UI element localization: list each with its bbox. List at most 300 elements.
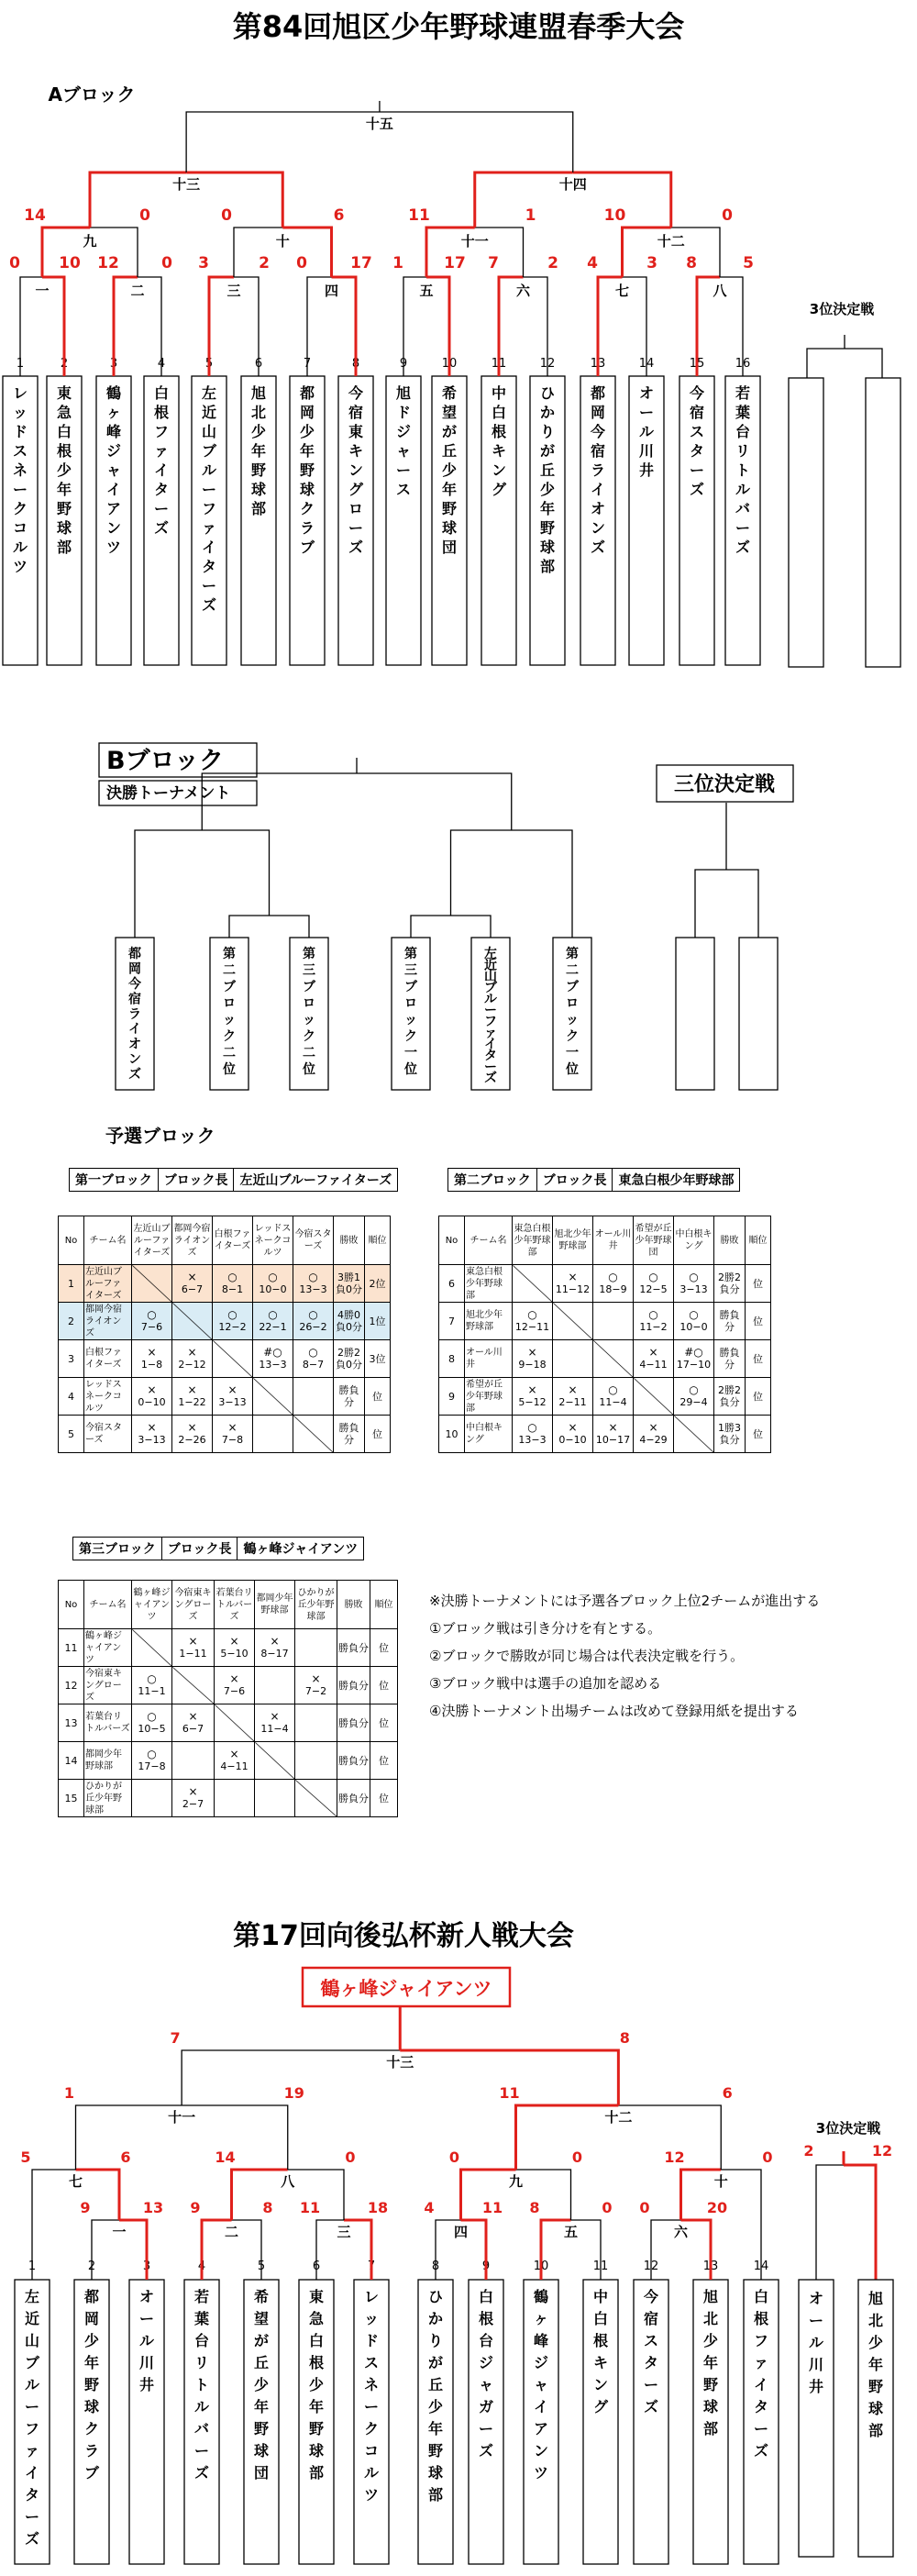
game-number: 五 — [563, 2224, 579, 2240]
diagonal-cell — [553, 1303, 593, 1340]
result-mark: × — [568, 1271, 578, 1283]
result-cell — [295, 1704, 337, 1742]
team-name: 若葉台リトルバーズ — [735, 384, 751, 556]
score: 3 — [198, 254, 209, 272]
col-team: チーム名 — [465, 1216, 513, 1265]
row-rank: 位 — [370, 1704, 398, 1742]
table-row — [59, 1340, 391, 1378]
team-name: レッドスネークコルツ — [363, 2288, 380, 2504]
col-wl: 勝敗 — [337, 1581, 370, 1629]
team-name: 東急白根少年野球部 — [308, 2288, 325, 2482]
row-team: ひかりが丘少年野球部 — [84, 1780, 132, 1817]
prelim-block3-header — [72, 1537, 364, 1560]
note-line: ②ブロックで勝敗が同じ場合は代表決定戦を行う。 — [429, 1648, 745, 1664]
score: 1 — [525, 206, 536, 225]
result-cell — [213, 1303, 253, 1340]
result-cell — [553, 1416, 593, 1453]
result-cell — [132, 1780, 172, 1817]
team-name: 若葉台リトルバーズ — [193, 2288, 210, 2482]
team-name: オール川井 — [638, 384, 655, 479]
game-number: 一 — [112, 2224, 127, 2240]
row-team: 鶴ヶ峰ジャイアンツ — [84, 1629, 132, 1667]
result-score: 2−11 — [558, 1396, 587, 1408]
result-score: 7−2 — [304, 1685, 327, 1697]
row-no: 5 — [59, 1416, 84, 1453]
block-b-label: Bブロック — [106, 747, 225, 775]
result-mark: × — [229, 1672, 239, 1685]
team-name: 希望が丘少年野球団 — [441, 384, 458, 556]
team-name: 都岡少年野球クラブ — [83, 2288, 100, 2482]
result-cell — [132, 1667, 172, 1704]
result-score: 6−7 — [181, 1283, 204, 1295]
slot-box — [739, 938, 778, 1090]
champion-name: 鶴ヶ峰ジャイアンツ — [320, 1978, 492, 2000]
col-team: チーム名 — [84, 1216, 132, 1265]
winner-line — [186, 172, 282, 228]
row-rank: 3位 — [365, 1340, 391, 1378]
score: 18 — [367, 2199, 389, 2216]
table-row — [59, 1704, 398, 1742]
result-mark: × — [527, 1346, 537, 1359]
result-score: 11−2 — [639, 1321, 668, 1333]
bracket-line — [807, 349, 882, 378]
row-no: 1 — [59, 1265, 84, 1303]
notes — [429, 1587, 820, 1725]
score: 1 — [63, 2084, 75, 2102]
result-cell — [634, 1340, 674, 1378]
team-name: 中白根キング — [491, 384, 507, 498]
score: 11 — [408, 206, 430, 225]
result-cell — [253, 1265, 293, 1303]
bracket-line — [816, 2165, 844, 2280]
slot-name: 第三ブロック二位 — [303, 947, 315, 1077]
result-mark: × — [187, 1271, 197, 1283]
team-number: 9 — [399, 357, 408, 371]
slot-name: 都岡今宿ライオンズ — [128, 947, 141, 1083]
result-cell — [132, 1416, 172, 1453]
bracket-line — [451, 830, 573, 938]
result-score: 10−17 — [595, 1434, 631, 1446]
col-opponent: 旭北少年野球部 — [553, 1216, 593, 1265]
diagonal-cell — [674, 1416, 714, 1453]
diagonal-cell — [295, 1780, 337, 1817]
slot-box — [676, 938, 714, 1090]
score: 11 — [481, 2199, 503, 2216]
col-opponent: 左近山ブルーファイターズ — [132, 1216, 172, 1265]
result-cell — [295, 1667, 337, 1704]
score: 0 — [722, 206, 733, 225]
team-name: 今宿スターズ — [689, 384, 705, 498]
result-mark: × — [229, 1748, 239, 1760]
score: 0 — [139, 206, 150, 225]
result-score: 4−11 — [639, 1359, 668, 1371]
result-score: 8−1 — [221, 1283, 244, 1295]
bracket-line — [411, 916, 491, 938]
block-name: 第一ブロック — [75, 1173, 152, 1188]
note-line: ①ブロック戦は引き分けを有とする。 — [429, 1620, 662, 1637]
tournament-title: 第84回旭区少年野球連盟春季大会 — [232, 9, 685, 44]
result-cell — [253, 1340, 293, 1378]
block-b-sublabel: 決勝トーナメント — [106, 784, 231, 803]
diagonal-cell — [132, 1629, 172, 1667]
team-number: 1 — [28, 2260, 37, 2273]
result-cell — [213, 1416, 253, 1453]
team-name: 白根ファイターズ — [153, 384, 170, 537]
result-score: 17−8 — [138, 1760, 166, 1772]
table-row — [439, 1265, 771, 1303]
result-mark: ○ — [147, 1710, 157, 1723]
table-row — [59, 1780, 398, 1817]
col-no: No — [59, 1581, 84, 1629]
result-mark: ○ — [689, 1308, 699, 1321]
team-number: 7 — [367, 2260, 376, 2273]
diagonal-cell — [634, 1378, 674, 1416]
team-number: 6 — [254, 357, 263, 371]
score: 5 — [743, 254, 754, 272]
score: 5 — [20, 2149, 31, 2166]
col-opponent: 白根ファイターズ — [213, 1216, 253, 1265]
winner-line — [844, 2165, 876, 2280]
result-score: 18−9 — [599, 1283, 627, 1295]
result-mark: × — [648, 1421, 658, 1434]
result-score: 2−12 — [178, 1359, 206, 1371]
result-mark: × — [227, 1421, 238, 1434]
row-team: 希望が丘少年野球部 — [465, 1378, 513, 1416]
result-score: 7−6 — [140, 1321, 163, 1333]
table-row — [59, 1265, 391, 1303]
result-cell — [293, 1265, 334, 1303]
slot-name: 第二ブロック二位 — [223, 947, 236, 1077]
team-number: 13 — [590, 357, 606, 371]
result-score: 3−13 — [138, 1434, 166, 1446]
row-wl: 勝負分 — [337, 1704, 370, 1742]
result-mark: #○ — [684, 1346, 703, 1359]
block-a-label: Aブロック — [48, 83, 136, 105]
team-name: ひかりが丘少年野球部 — [539, 384, 556, 575]
score: 0 — [571, 2149, 583, 2166]
score: 10 — [59, 254, 81, 272]
col-opponent: 中白根キング — [674, 1216, 714, 1265]
third-place-label: 3位決定戦 — [809, 301, 875, 317]
game-number: 三 — [226, 283, 241, 299]
result-cell — [553, 1378, 593, 1416]
game-number: 三 — [337, 2224, 351, 2240]
result-cell — [674, 1303, 714, 1340]
col-rank: 順位 — [746, 1216, 771, 1265]
table-row — [439, 1303, 771, 1340]
col-opponent: 都岡今宿ライオンズ — [172, 1216, 213, 1265]
team-number: 16 — [735, 357, 751, 371]
result-cell — [172, 1780, 215, 1817]
game-number: 七 — [68, 2173, 83, 2190]
row-rank: 位 — [746, 1378, 771, 1416]
bracket-line — [135, 830, 270, 938]
game-number: 四 — [324, 283, 339, 299]
result-cell — [255, 1629, 295, 1667]
table-row — [59, 1667, 398, 1704]
result-mark: × — [568, 1383, 578, 1396]
team-number: 1 — [16, 357, 25, 371]
result-cell — [293, 1378, 334, 1416]
row-wl: 3勝1負0分 — [334, 1265, 365, 1303]
team-number: 14 — [753, 2260, 769, 2273]
team-name: 旭ドジャース — [395, 384, 412, 498]
score: 2 — [259, 254, 270, 272]
result-mark: ○ — [147, 1748, 157, 1760]
row-no: 4 — [59, 1378, 84, 1416]
score: 14 — [215, 2149, 236, 2166]
result-cell — [255, 1704, 295, 1742]
row-wl: 勝負分 — [337, 1667, 370, 1704]
result-cell — [132, 1742, 172, 1780]
result-cell — [293, 1303, 334, 1340]
result-mark: × — [568, 1421, 578, 1434]
team-name: 中白根キング — [592, 2288, 609, 2415]
team-number: 10 — [533, 2260, 549, 2273]
winner-line — [475, 172, 573, 228]
leader-label: ブロック長 — [536, 1169, 613, 1191]
score: 8 — [619, 2029, 630, 2047]
row-team: 都岡今宿ライオンズ — [84, 1303, 132, 1340]
team-name: 白根台ジャガーズ — [478, 2288, 494, 2459]
col-rank: 順位 — [365, 1216, 391, 1265]
result-score: 13−3 — [259, 1359, 287, 1371]
row-team: 今宿スターズ — [84, 1416, 132, 1453]
diagonal-cell — [172, 1303, 213, 1340]
result-mark: ○ — [227, 1308, 238, 1321]
row-rank: 位 — [370, 1742, 398, 1780]
result-mark: ○ — [147, 1308, 157, 1321]
team-number: 3 — [109, 357, 118, 371]
game-number: 九 — [83, 233, 97, 250]
col-opponent: レッドスネークコルツ — [253, 1216, 293, 1265]
team-number: 11 — [491, 357, 507, 371]
result-score: 1−8 — [140, 1359, 163, 1371]
row-wl: 勝負分 — [337, 1780, 370, 1817]
note-line: ※決勝トーナメントには予選各ブロック上位2チームが進出する — [429, 1593, 821, 1609]
result-cell — [674, 1340, 714, 1378]
table-row — [439, 1340, 771, 1378]
score: 10 — [603, 206, 626, 225]
result-cell — [215, 1780, 255, 1817]
leader-label: ブロック長 — [158, 1169, 234, 1191]
result-mark: ○ — [268, 1308, 278, 1321]
result-mark: ○ — [648, 1308, 658, 1321]
game-number: 七 — [614, 283, 630, 299]
result-mark: ○ — [268, 1271, 278, 1283]
result-cell — [172, 1378, 213, 1416]
row-team: レッドスネークコルツ — [84, 1378, 132, 1416]
col-opponent: 東急白根少年野球部 — [513, 1216, 553, 1265]
bracket-line — [516, 2170, 571, 2220]
row-wl: 勝負分 — [334, 1416, 365, 1453]
result-cell — [674, 1265, 714, 1303]
result-cell — [132, 1340, 172, 1378]
row-rank: 位 — [746, 1303, 771, 1340]
bracket-line — [695, 870, 758, 938]
result-score: 11−4 — [599, 1396, 627, 1408]
winner-line — [232, 2170, 288, 2220]
score: 0 — [345, 2149, 356, 2166]
result-mark: ○ — [689, 1271, 699, 1283]
team-name: 鶴ヶ峰ジャイアンツ — [105, 384, 122, 556]
team-name: 東急白根少年野球部 — [56, 384, 72, 556]
result-cell — [553, 1340, 593, 1378]
col-wl: 勝敗 — [714, 1216, 746, 1265]
third-place-box — [789, 378, 823, 667]
result-cell — [593, 1378, 634, 1416]
result-mark: ○ — [689, 1383, 699, 1396]
row-wl: 1勝3負分 — [714, 1416, 746, 1453]
team-number: 12 — [643, 2260, 659, 2273]
row-team: 中白根キング — [465, 1416, 513, 1453]
score: 0 — [762, 2149, 773, 2166]
diagonal-cell — [172, 1667, 215, 1704]
score: 2 — [803, 2142, 814, 2160]
result-mark: × — [147, 1383, 157, 1396]
row-no: 2 — [59, 1303, 84, 1340]
team-name: 旭北少年野球部 — [702, 2288, 719, 2437]
row-rank: 位 — [746, 1265, 771, 1303]
row-rank: 位 — [370, 1780, 398, 1817]
game-number: 十二 — [657, 233, 685, 250]
score: 0 — [161, 254, 172, 272]
score: 2 — [547, 254, 558, 272]
tournament-title: 第17回向後弘杯新人戦大会 — [233, 1920, 574, 1952]
col-opponent: 希望が丘少年野球団 — [634, 1216, 674, 1265]
team-number: 5 — [204, 357, 214, 371]
col-no: No — [59, 1216, 84, 1265]
diagonal-cell — [293, 1416, 334, 1453]
result-mark: ○ — [147, 1672, 157, 1685]
result-mark: × — [147, 1421, 157, 1434]
result-score: 12−5 — [639, 1283, 668, 1295]
result-cell — [172, 1265, 213, 1303]
result-score: 1−11 — [179, 1648, 207, 1660]
row-rank: 1位 — [365, 1303, 391, 1340]
result-score: 26−2 — [299, 1321, 327, 1333]
col-opponent: 都岡少年野球部 — [255, 1581, 295, 1629]
result-cell — [593, 1265, 634, 1303]
col-opponent: 今宿東キングローズ — [172, 1581, 215, 1629]
result-score: 2−7 — [182, 1798, 204, 1810]
row-team: 白根ファイターズ — [84, 1340, 132, 1378]
block-name: 第三ブロック — [79, 1542, 156, 1557]
result-mark: ○ — [527, 1421, 537, 1434]
prelim-title: 予選ブロック — [105, 1125, 215, 1147]
result-cell — [513, 1378, 553, 1416]
result-mark: × — [147, 1346, 157, 1359]
team-name: 今宿スターズ — [643, 2288, 659, 2415]
result-score: 11−4 — [260, 1723, 289, 1735]
team-name: オール川井 — [808, 2290, 824, 2395]
col-rank: 順位 — [370, 1581, 398, 1629]
prelim-block2-header — [447, 1168, 740, 1192]
result-mark: × — [188, 1635, 198, 1648]
team-number: 2 — [87, 2260, 96, 2273]
leader-name: 鶴ヶ峰ジャイアンツ — [237, 1538, 363, 1560]
result-mark: ○ — [308, 1346, 318, 1359]
leader-name: 東急白根少年野球部 — [612, 1169, 739, 1191]
score: 14 — [24, 206, 46, 225]
result-mark: ○ — [308, 1308, 318, 1321]
col-no: No — [439, 1216, 465, 1265]
table-row — [59, 1378, 391, 1416]
result-score: 3−13 — [218, 1396, 247, 1408]
game-number: 一 — [35, 283, 50, 299]
score: 7 — [488, 254, 499, 272]
result-cell — [255, 1667, 295, 1704]
result-score: 7−8 — [221, 1434, 244, 1446]
diagonal-cell — [593, 1340, 634, 1378]
row-no: 10 — [439, 1416, 465, 1453]
note-line: ④決勝トーナメント出場チームは改めて登録用紙を提出する — [429, 1703, 799, 1719]
team-number: 13 — [702, 2260, 719, 2273]
col-opponent: 鶴ヶ峰ジャイアンツ — [132, 1581, 172, 1629]
result-mark: × — [648, 1346, 658, 1359]
game-number: 五 — [419, 283, 434, 299]
team-name: 希望が丘少年野球団 — [253, 2288, 270, 2482]
score: 3 — [646, 254, 657, 272]
score: 4 — [424, 2199, 435, 2216]
score: 6 — [722, 2084, 733, 2102]
result-cell — [674, 1378, 714, 1416]
result-cell — [215, 1742, 255, 1780]
block-name: 第二ブロック — [454, 1173, 531, 1188]
row-no: 8 — [439, 1340, 465, 1378]
score: 6 — [120, 2149, 131, 2166]
result-score: 2−26 — [178, 1434, 206, 1446]
row-wl: 勝負分 — [337, 1629, 370, 1667]
result-mark: × — [187, 1346, 197, 1359]
result-mark: ○ — [648, 1271, 658, 1283]
result-cell — [253, 1303, 293, 1340]
third-place-box — [866, 378, 900, 667]
result-score: 10−5 — [138, 1723, 166, 1735]
row-team: 今宿東キングローズ — [84, 1667, 132, 1704]
game-number: 十一 — [168, 2109, 196, 2126]
score: 9 — [190, 2199, 201, 2216]
result-mark: × — [227, 1383, 238, 1396]
prelim-block1-table — [58, 1216, 391, 1453]
third-place-label: 三位決定戦 — [673, 773, 776, 796]
team-number: 7 — [303, 357, 312, 371]
row-no: 13 — [59, 1704, 84, 1742]
game-number: 八 — [713, 283, 727, 299]
game-number: 八 — [281, 2173, 295, 2190]
result-score: 13−3 — [299, 1283, 327, 1295]
col-wl: 勝敗 — [334, 1216, 365, 1265]
team-number: 4 — [197, 2260, 206, 2273]
row-no: 15 — [59, 1780, 84, 1817]
result-score: 8−7 — [302, 1359, 325, 1371]
team-name: 左近山ブルーファイターズ — [24, 2288, 40, 2548]
result-score: 4−29 — [639, 1434, 668, 1446]
leader-label: ブロック長 — [161, 1538, 238, 1560]
result-cell — [593, 1303, 634, 1340]
score: 12 — [97, 254, 119, 272]
score: 0 — [296, 254, 307, 272]
result-cell — [253, 1416, 293, 1453]
result-score: 9−18 — [518, 1359, 547, 1371]
result-cell — [295, 1629, 337, 1667]
score: 0 — [639, 2199, 650, 2216]
row-team: 左近山ブルーファイターズ — [84, 1265, 132, 1303]
result-score: 11−12 — [555, 1283, 591, 1295]
row-wl: 2勝2負0分 — [334, 1340, 365, 1378]
game-number: 十四 — [558, 176, 587, 193]
team-name: ひかりが丘少年野球部 — [427, 2288, 444, 2504]
